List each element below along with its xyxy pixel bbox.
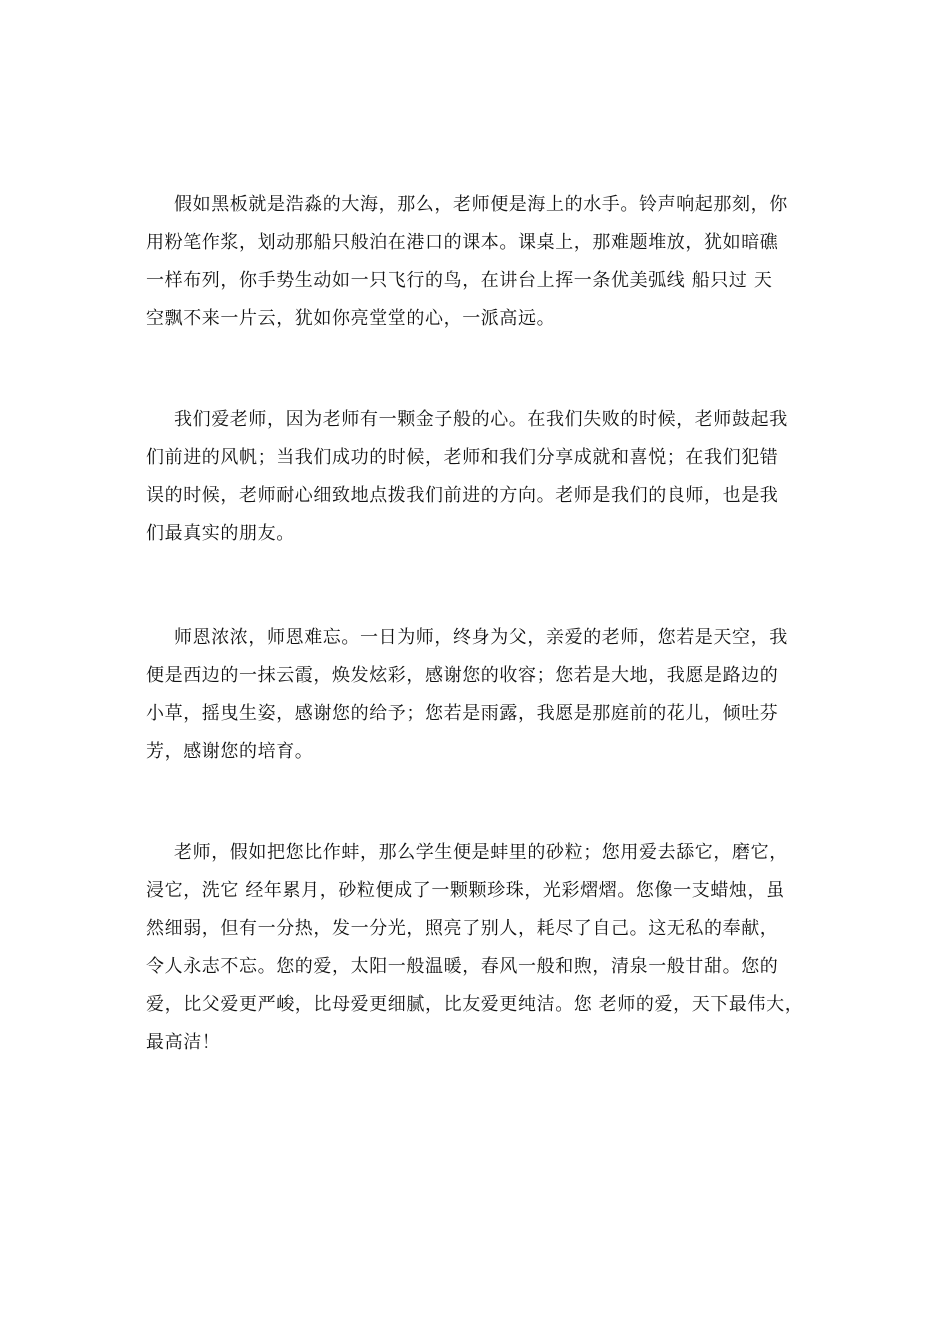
paragraph-pearl-candle — [146, 834, 836, 1062]
paragraph-line: 们最真实的朋友。 — [146, 523, 295, 544]
paragraph-line: 然细弱，但有一分热，发一分光，照亮了别人，耗尽了自己。这无私的奉献， — [146, 918, 779, 939]
paragraph-line: 们前进的风帆；当我们成功的时候，老师和我们分享成就和喜悦；在我们犯错 — [146, 447, 779, 468]
paragraph-golden-heart — [146, 401, 836, 553]
paragraph-line: 师恩浓浓，师恩难忘。一日为师，终身为父，亲爱的老师，您若是天空，我 — [174, 627, 788, 648]
paragraph-line: 假如黑板就是浩淼的大海，那么，老师便是海上的水手。铃声响起那刻，你 — [174, 194, 788, 215]
paragraph-teacher-grace — [146, 619, 836, 771]
paragraph-line: 浸它，洗它 经年累月，砂粒便成了一颗颗珍珠，光彩熠熠。您像一支蜡烛，虽 — [146, 880, 785, 901]
paragraph-blackboard-sea — [146, 186, 836, 338]
paragraph-line: 便是西边的一抹云霞，焕发炫彩，感谢您的收容；您若是大地，我愿是路边的 — [146, 665, 779, 686]
paragraph-line: 小草，摇曳生姿，感谢您的给予；您若是雨露，我愿是那庭前的花儿，倾吐芬 — [146, 703, 779, 724]
paragraph-line: 最高洁！ — [146, 1032, 221, 1053]
paragraph-line: 一样布列，你手势生动如一只飞行的鸟，在讲台上挥一条优美弧线 船只过 天 — [146, 270, 773, 291]
paragraph-line: 空飘不来一片云，犹如你亮堂堂的心，一派高远。 — [146, 308, 556, 329]
paragraph-line: 我们爱老师，因为老师有一颗金子般的心。在我们失败的时候，老师鼓起我 — [174, 409, 788, 430]
paragraph-line: 令人永志不忘。您的爱，太阳一般温暖，春风一般和煦，清泉一般甘甜。您的 — [146, 956, 779, 977]
paragraph-line: 老师，假如把您比作蚌，那么学生便是蚌里的砂粒；您用爱去舔它，磨它， — [174, 842, 788, 863]
paragraph-line: 爱，比父爱更严峻，比母爱更细腻，比友爱更纯洁。您 老师的爱，天下最伟大， — [146, 994, 804, 1015]
paragraph-line: 用粉笔作浆，划动那船只般泊在港口的课本。课桌上，那难题堆放，犹如暗礁 — [146, 232, 779, 253]
paragraph-line: 芳，感谢您的培育。 — [146, 741, 314, 762]
paragraph-line: 误的时候，老师耐心细致地点拨我们前进的方向。老师是我们的良师，也是我 — [146, 485, 779, 506]
